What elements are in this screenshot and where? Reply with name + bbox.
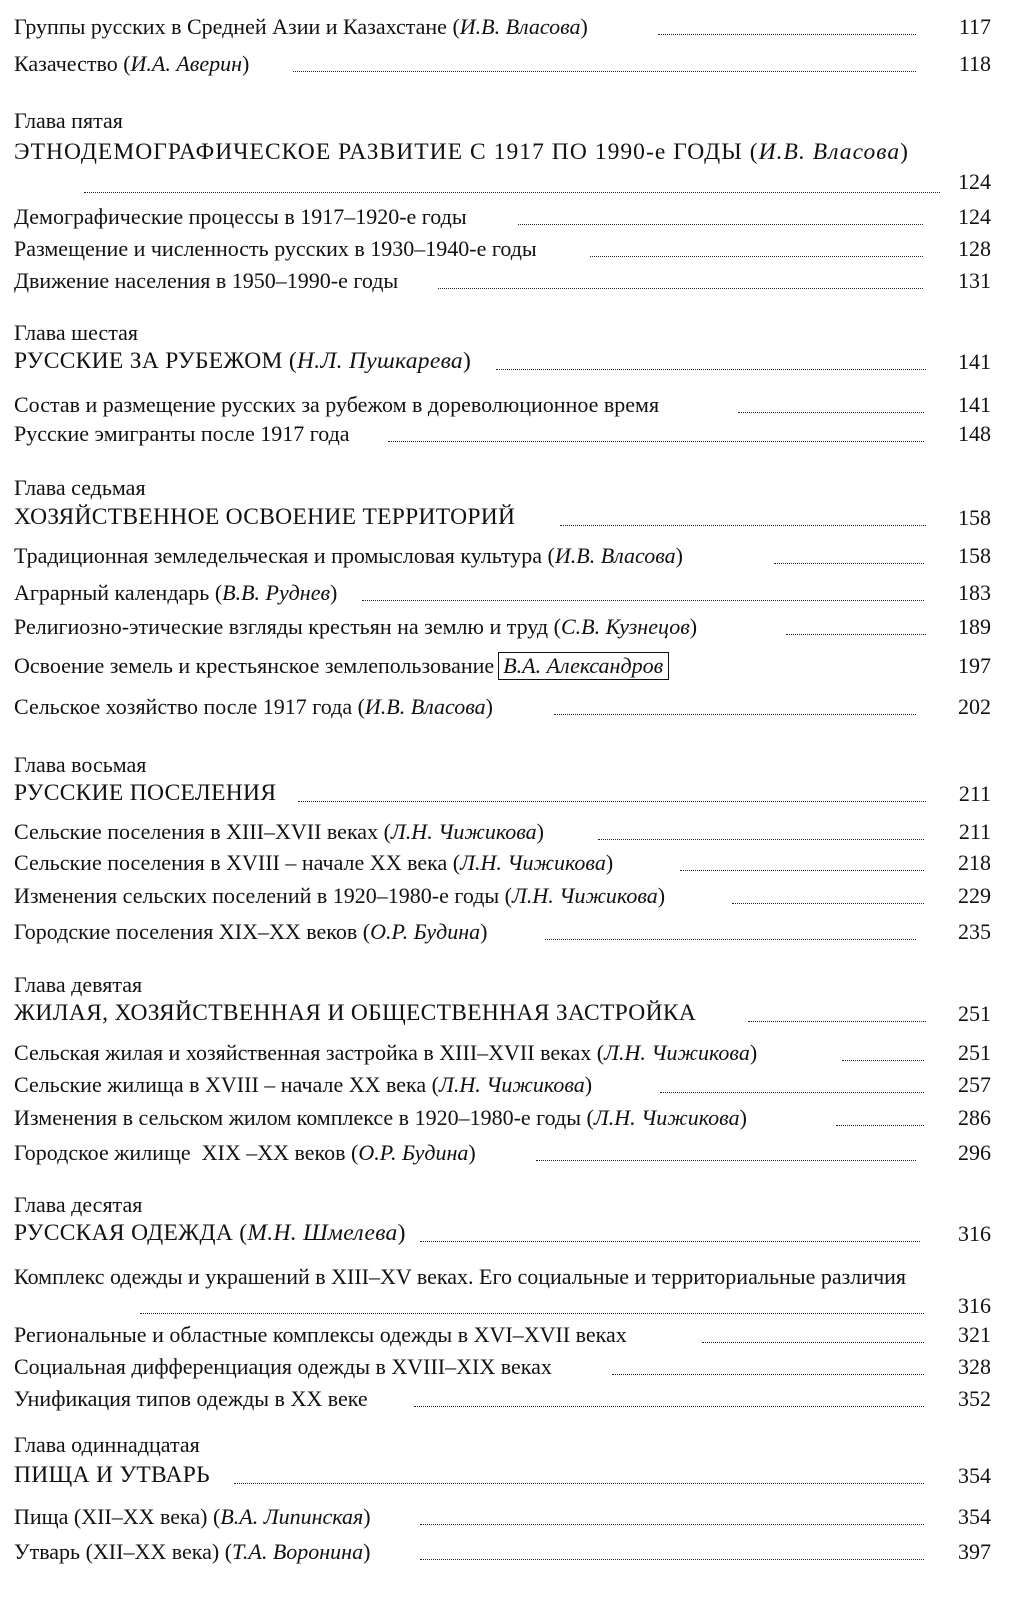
entry-title: Освоение земель и крестьянское землепользование xyxy=(14,653,495,678)
entry-title: Сельская жилая и хозяйственная застройка в XIII–XVII веках xyxy=(14,1040,592,1065)
entry-title: Состав и размещение русских за рубежом в дореволюционное время xyxy=(14,392,660,417)
page-number: 354 xyxy=(958,1463,991,1488)
chapter-label: Глава седьмая xyxy=(14,475,146,500)
entry-title: Группы русских в Средней Азии и Казахстане xyxy=(14,14,447,39)
dot-leader xyxy=(388,441,924,442)
chapter-label: Глава восьмая xyxy=(14,752,147,777)
page-number: 128 xyxy=(958,236,991,261)
entry-title: РУССКИЕ ПОСЕЛЕНИЯ xyxy=(14,780,277,806)
page-number: 257 xyxy=(958,1072,991,1097)
page-number: 211 xyxy=(958,819,991,844)
entry-author-boxed: В.А. Александров xyxy=(498,652,669,680)
entry-author: Л.Н. Чижикова xyxy=(390,819,537,844)
page-number: 158 xyxy=(958,505,991,530)
entry-title: Аграрный календарь xyxy=(14,580,210,605)
page-number: 251 xyxy=(958,1001,991,1026)
entry-title: Социальная дифференциация одежды в XVIII–XIX веках xyxy=(14,1354,552,1379)
entry-author: Л.Н. Чижикова xyxy=(512,883,658,908)
entry-title: Изменения в сельском жилом комплексе в 1920–1980-е годы xyxy=(14,1105,581,1130)
dot-leader xyxy=(234,1483,924,1484)
page-number: 352 xyxy=(958,1386,991,1411)
entry-author: И.В. Власова xyxy=(364,694,486,719)
dot-leader xyxy=(702,1342,924,1343)
page-number: 321 xyxy=(958,1322,991,1347)
dot-leader xyxy=(560,525,926,526)
dot-leader xyxy=(536,1160,916,1161)
entry-title: Сельские жилища в XVIII – начале XX века xyxy=(14,1072,427,1097)
dot-leader xyxy=(414,1406,924,1407)
entry-title: ЖИЛАЯ, ХОЗЯЙСТВЕННАЯ И ОБЩЕСТВЕННАЯ ЗАСТРОЙКА xyxy=(14,1000,697,1026)
entry-title: РУССКАЯ ОДЕЖДА xyxy=(14,1220,234,1246)
entry-author: И.А. Аверин xyxy=(130,51,243,76)
page-number: 286 xyxy=(958,1105,991,1130)
page-number: 328 xyxy=(958,1354,991,1379)
entry-author: Л.Н. Чижикова xyxy=(438,1072,585,1097)
chapter-label: Глава шестая xyxy=(14,320,138,345)
dot-leader xyxy=(362,600,924,601)
page-number: 124 xyxy=(958,169,991,194)
entry-title: Сельское хозяйство после 1917 года xyxy=(14,694,353,719)
chapter-label: Глава девятая xyxy=(14,972,143,997)
entry-author: О.Р. Будина xyxy=(358,1140,469,1165)
dot-leader xyxy=(518,224,923,225)
page-number: 148 xyxy=(958,421,991,446)
chapter-label: Глава одиннадцатая xyxy=(14,1432,200,1457)
entry-title: Комплекс одежды и украшений в XIII–XV веках. Его социальные и территориальные различия xyxy=(14,1264,907,1289)
entry-author: Т.А. Воронина xyxy=(232,1539,364,1564)
dot-leader xyxy=(612,1374,924,1375)
entry-title: Русские эмигранты после 1917 года xyxy=(14,421,350,446)
dot-leader xyxy=(658,34,916,35)
page-number: 397 xyxy=(958,1539,991,1564)
table-of-contents: Группы русских в Средней Азии и Казахстане (И.В. Власова) 117 Казачество (И.А. Аверин) 118 Глава пятая ЭТНОДЕМОГРАФИЧЕСКОЕ РАЗВИТИЕ С 1917 ПО 1990-е ГОДЫ (И.В. Власова) 124 Демографические процессы в 1917–1920-е годы 124 Размещение и численность русских в 1930–1940-е годы 128 Движение населения в 1950–1990-е годы 131 Глава шестая РУССКИЕ ЗА РУБЕЖОМ (Н.Л. Пушкарева) 141 Состав и размещение русских за рубежом в дореволюционное время 141 Русские эмигранты после 1917 года 148 Глава седьмая ХОЗЯЙСТВЕННОЕ ОСВОЕНИЕ ТЕРРИТОРИЙ 158 Традиционная земледельческая и промысловая культура (И.В. Власова) 158 Аграрный календарь (В.В. Руднев) 183 Религиозно-этические взгляды крестьян на землю и труд (С.В. Кузнецов) 189 Освоение земель и крестьянское землепользование В.А. Александров 197 Сельское хозяйство после 1917 года (И.В. Власова) 202 Глава восьмая РУССКИЕ ПОСЕЛЕНИЯ 211 Сельские поселения в XIII–XVII веках (Л.Н. Чижикова) 211 Сельские поселения в XVIII – начале XX века (Л.Н. Чижикова) 218 Изменения сельских поселений в 1920–1980-е годы (Л.Н. Чижикова) 229 Городские поселения XIX–XX веков (О.Р. Будина) 235 Глава девятая ЖИЛАЯ, ХОЗЯЙСТВЕННАЯ И ОБЩЕСТВЕННАЯ ЗАСТРОЙКА 251 Сельская жилая и хозяйственная застройка в XIII–XVII веках (Л.Н. Чижикова) 251 Сельские жилища в XVIII – начале XX века (Л.Н. Чижикова) 257 Изменения в сельском жилом комплексе в 1920–1980-е годы (Л.Н. Чижикова) 286 Городское жилище XIX –XX веков (О.Р. Будина) 296 Глава десятая РУССКАЯ ОДЕЖДА (М.Н. Шмелева) 316 Комплекс одежды и украшений в XIII–XV веках. Его социальные и территориальные различия 316 Региональные и областные комплексы одежды в XVI–XVII веках 321 Социальная дифференциация одежды в XVIII–XIX веках 328 Унификация типов одежды в XX веке 352 Глава одиннадцатая ПИЩА И УТВАРЬ 354 Пища (XII–XX века) (В.А. Липинская) 354 Утварь (XII–XX века) (Т.А. Воронина) 397 xyxy=(14,14,991,1564)
entry-title: Унификация типов одежды в XX веке xyxy=(14,1386,368,1411)
page-number: 202 xyxy=(958,694,991,719)
page-number: 158 xyxy=(958,543,991,568)
page-number: 118 xyxy=(958,51,991,76)
entry-author: Н.Л. Пушкарева xyxy=(297,348,463,374)
chapter-label: Глава пятая xyxy=(14,108,123,133)
dot-leader xyxy=(842,1060,924,1061)
dot-leader xyxy=(420,1241,920,1242)
entry-author: В.В. Руднев xyxy=(222,580,331,605)
entry-title: Изменения сельских поселений в 1920–1980-е годы xyxy=(14,883,500,908)
entry-author: О.Р. Будина xyxy=(370,919,481,944)
entry-author: И.В. Власова xyxy=(758,139,901,165)
dot-leader xyxy=(660,1092,924,1093)
dot-leader xyxy=(496,369,926,370)
entry-author: С.В. Кузнецов xyxy=(560,614,690,639)
dot-leader xyxy=(554,714,916,715)
entry-title: Казачество xyxy=(14,51,118,76)
dot-leader xyxy=(438,288,923,289)
entry-title: ХОЗЯЙСТВЕННОЕ ОСВОЕНИЕ ТЕРРИТОРИЙ xyxy=(14,504,516,530)
entry-title: Традиционная земледельческая и промысловая культура xyxy=(14,543,543,568)
page-number: 251 xyxy=(958,1040,991,1065)
dot-leader xyxy=(420,1559,924,1560)
page-number: 141 xyxy=(958,349,991,374)
entry-title: ЭТНОДЕМОГРАФИЧЕСКОЕ РАЗВИТИЕ С 1917 ПО 1990-е ГОДЫ xyxy=(14,139,743,165)
dot-leader xyxy=(590,256,923,257)
dot-leader xyxy=(748,1021,926,1022)
dot-leader xyxy=(786,634,926,635)
entry-title: ПИЩА И УТВАРЬ xyxy=(14,1462,210,1488)
dot-leader xyxy=(140,1313,924,1314)
page-number: 183 xyxy=(958,580,991,605)
page-number: 316 xyxy=(958,1293,991,1318)
page-number: 296 xyxy=(958,1140,991,1165)
entry-author: Л.Н. Чижикова xyxy=(460,850,606,875)
page-number: 211 xyxy=(958,781,991,806)
entry-author: И.В. Власова xyxy=(554,543,676,568)
entry-title: Пища (XII–XX века) xyxy=(14,1504,208,1529)
entry-author: В.А. Липинская xyxy=(220,1504,364,1529)
entry-title: Городское жилище XIX –XX веков xyxy=(14,1140,346,1165)
dot-leader xyxy=(420,1524,924,1525)
dot-leader xyxy=(293,71,916,72)
entry-author: И.В. Власова xyxy=(459,14,581,39)
entry-title: Сельские поселения в XVIII – начале XX века xyxy=(14,850,448,875)
entry-title: РУССКИЕ ЗА РУБЕЖОМ xyxy=(14,348,283,374)
dot-leader xyxy=(84,192,940,193)
page-number: 189 xyxy=(958,614,991,639)
dot-leader xyxy=(738,412,924,413)
page-number: 141 xyxy=(958,392,991,417)
chapter-label: Глава десятая xyxy=(14,1192,143,1217)
page-number: 235 xyxy=(958,919,991,944)
dot-leader xyxy=(732,903,924,904)
entry-title: Утварь (XII–XX века) xyxy=(14,1539,220,1564)
entry-author: Л.Н. Чижикова xyxy=(593,1105,740,1130)
entry-title: Религиозно-этические взгляды крестьян на землю и труд xyxy=(14,614,549,639)
dot-leader xyxy=(545,939,916,940)
dot-leader xyxy=(298,801,926,802)
dot-leader xyxy=(680,870,924,871)
page-number: 117 xyxy=(958,14,991,39)
page-number: 124 xyxy=(958,204,991,229)
dot-leader xyxy=(836,1125,924,1126)
dot-leader xyxy=(774,563,924,564)
page-number: 131 xyxy=(958,268,991,293)
entry-author: М.Н. Шмелева xyxy=(247,1220,398,1246)
page-number: 316 xyxy=(958,1221,991,1246)
entry-title: Демографические процессы в 1917–1920-е годы xyxy=(14,204,467,229)
entry-title: Региональные и областные комплексы одежды в XVI–XVII веках xyxy=(14,1322,627,1347)
page-number: 197 xyxy=(958,653,991,678)
entry-title: Движение населения в 1950–1990-е годы xyxy=(14,268,399,293)
dot-leader xyxy=(598,839,924,840)
entry-author: Л.Н. Чижикова xyxy=(604,1040,750,1065)
entry-title: Городские поселения XIX–XX веков xyxy=(14,919,358,944)
entry-title: Сельские поселения в XIII–XVII веках xyxy=(14,819,379,844)
page-number: 229 xyxy=(958,883,991,908)
entry-title: Размещение и численность русских в 1930–1940-е годы xyxy=(14,236,537,261)
page-number: 218 xyxy=(958,850,991,875)
page-number: 354 xyxy=(958,1504,991,1529)
